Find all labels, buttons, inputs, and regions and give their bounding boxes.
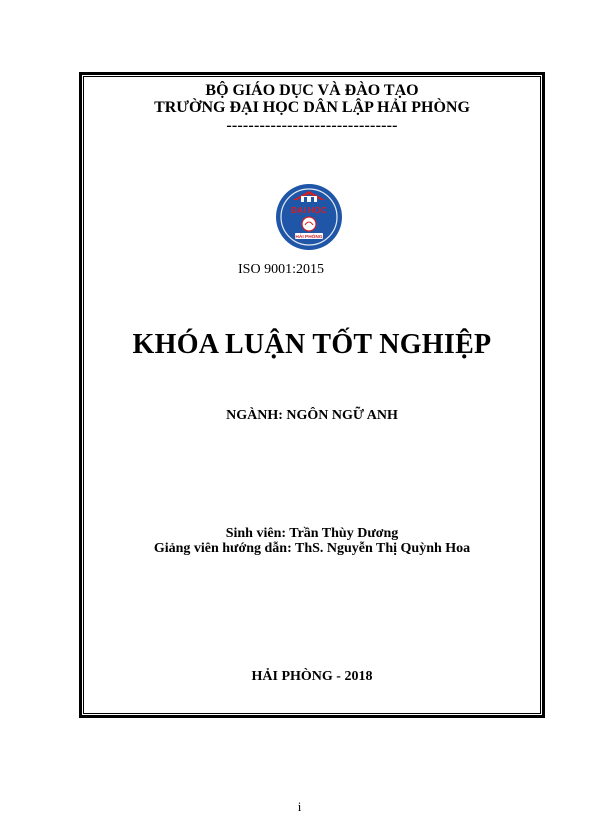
seal-gate <box>301 196 317 202</box>
page-number: i <box>297 799 302 814</box>
place-year: HẢI PHÒNG - 2018 <box>251 669 373 684</box>
ministry-heading: BỘ GIÁO DỤC VÀ ĐÀO TẠO <box>205 82 419 99</box>
university-heading: TRƯỜNG ĐẠI HỌC DÂN LẬP HẢI PHÒNG <box>154 99 470 116</box>
major-label: NGÀNH: NGÔN NGỮ ANH <box>226 408 398 423</box>
thesis-title: KHÓA LUẬN TỐT NGHIỆP <box>132 329 492 360</box>
seal-emblem <box>302 217 316 231</box>
supervisor-name: Giảng viên hướng dẫn: ThS. Nguyễn Thị Quỳnh Hoa <box>153 541 471 556</box>
header-separator: ------------------------------- <box>226 117 398 134</box>
student-name: Sinh viên: Trần Thùy Dương <box>225 526 399 541</box>
seal-text-bottom: HẢI PHÒNG <box>295 235 323 240</box>
page-border-inner <box>83 76 541 714</box>
university-seal-icon <box>275 183 343 251</box>
iso-certification: ISO 9001:2015 <box>238 262 324 277</box>
seal-text-top: ĐẠI HỌC <box>291 205 327 215</box>
